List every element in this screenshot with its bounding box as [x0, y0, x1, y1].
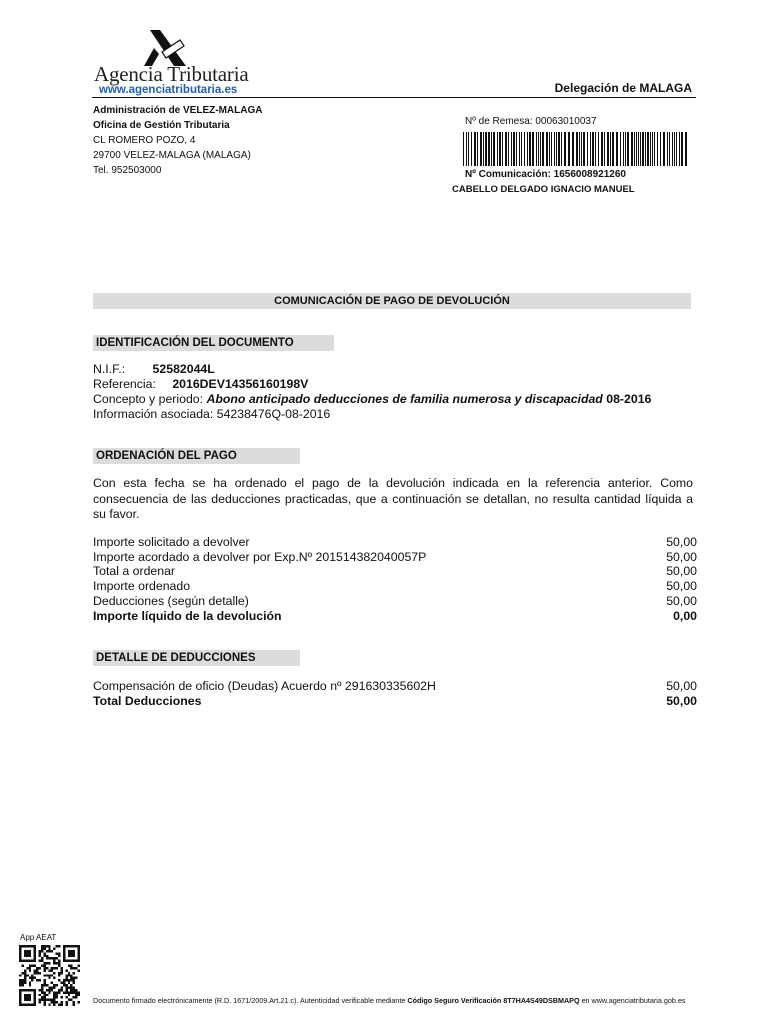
deduction-row-total [93, 694, 697, 709]
amount-value: 0,00 [673, 608, 697, 623]
deducciones-amounts [93, 679, 697, 708]
amount-value: 50,00 [666, 564, 697, 579]
referencia-value: 2016DEV14356160198V [172, 377, 309, 391]
amount-row-total [93, 609, 697, 624]
qr-code-icon [19, 945, 80, 1006]
ordenacion-paragraph: Con esta fecha se ha ordenado el pago de la devolución indicada en la referencia anterior. Como consecuencia de las deducciones practicadas, que a continuación se detallan, no resulta cantidad líquida a su favor. [93, 476, 693, 521]
remesa-line [465, 116, 597, 127]
nif-line [93, 362, 215, 377]
footer-csv: Código Seguro Verificación 8T7HA4S49DSBMAPQ [407, 996, 580, 1005]
remesa-label: Nº de Remesa: [465, 116, 533, 127]
office-phone: Tel. 952503000 [93, 165, 162, 176]
ordenacion-amounts [93, 535, 697, 623]
deduction-value: 50,00 [666, 679, 697, 693]
footer-text-end: en www.agenciatributaria.gob.es [581, 996, 686, 1005]
deduction-row [93, 679, 697, 694]
amount-label: Total a ordenar [93, 564, 176, 579]
amount-value: 50,00 [666, 549, 697, 564]
concepto-label: Concepto y periodo: [93, 392, 204, 406]
barcode-image [463, 132, 689, 166]
deduction-label: Compensación de oficio (Deudas) Acuerdo nº 291630335602H [93, 679, 436, 693]
section-heading-ordenacion: ORDENACIÓN DEL PAGO [93, 448, 300, 464]
amount-value: 50,00 [666, 593, 697, 608]
amount-value: 50,00 [666, 535, 697, 549]
amount-row [93, 579, 697, 594]
footer-signature-note [93, 996, 685, 1005]
amount-row [93, 535, 697, 550]
office-line1: Administración de VELEZ-MALAGA [93, 105, 263, 116]
concepto-value: Abono anticipado deducciones de familia numerosa y discapacidad [206, 392, 603, 406]
document-title: COMUNICACIÓN DE PAGO DE DEVOLUCIÓN [93, 293, 691, 309]
comunicacion-value: 1656008921260 [553, 169, 626, 180]
info-value: 54238476Q-08-2016 [216, 407, 331, 421]
amount-row [93, 564, 697, 579]
comunicacion-label: Nº Comunicación: [465, 169, 551, 180]
app-aeat-label: App AEAT [20, 933, 57, 942]
section-heading-deducciones: DETALLE DE DEDUCCIONES [93, 650, 300, 666]
office-address-block [93, 103, 262, 178]
office-line2: Oficina de Gestión Tributaria [93, 120, 230, 131]
referencia-label: Referencia: [93, 377, 156, 391]
info-line [93, 407, 330, 422]
header-divider [92, 97, 696, 98]
remesa-value: 00063010037 [535, 116, 597, 127]
footer-text-start: Documento firmado electrónicamente (R.D. 1671/2009.Art.21.c). Autenticidad verificable mediante [93, 996, 406, 1005]
amount-value: 50,00 [666, 579, 697, 594]
titular-name: CABELLO DELGADO IGNACIO MANUEL [452, 184, 635, 195]
amount-label: Importe ordenado [93, 579, 191, 594]
nif-label: N.I.F.: [93, 362, 126, 376]
amount-label: Importe acordado a devolver por Exp.Nº 201514382040057P [93, 549, 427, 564]
delegacion-label: Delegación de MALAGA [554, 81, 692, 95]
amount-label: Importe líquido de la devolución [93, 608, 282, 623]
concepto-periodo: 08-2016 [606, 392, 652, 406]
concepto-line [93, 392, 651, 407]
office-city: 29700 VELEZ-MALAGA (MALAGA) [93, 150, 251, 161]
deduction-value: 50,00 [666, 693, 697, 708]
agency-name: Agencia Tributaria [94, 62, 249, 86]
referencia-line [93, 377, 308, 392]
office-address: CL ROMERO POZO, 4 [93, 135, 196, 146]
deduction-label: Total Deducciones [93, 693, 202, 708]
amount-label: Importe solicitado a devolver [93, 535, 250, 549]
amount-label: Deducciones (según detalle) [93, 593, 249, 608]
amount-row [93, 594, 697, 609]
comunicacion-line [465, 169, 626, 180]
section-heading-identificacion: IDENTIFICACIÓN DEL DOCUMENTO [93, 335, 334, 351]
info-label: Información asociada: [93, 407, 214, 421]
amount-row [93, 550, 697, 565]
nif-value: 52582044L [152, 362, 215, 376]
agency-url: www.agenciatributaria.es [99, 84, 238, 96]
